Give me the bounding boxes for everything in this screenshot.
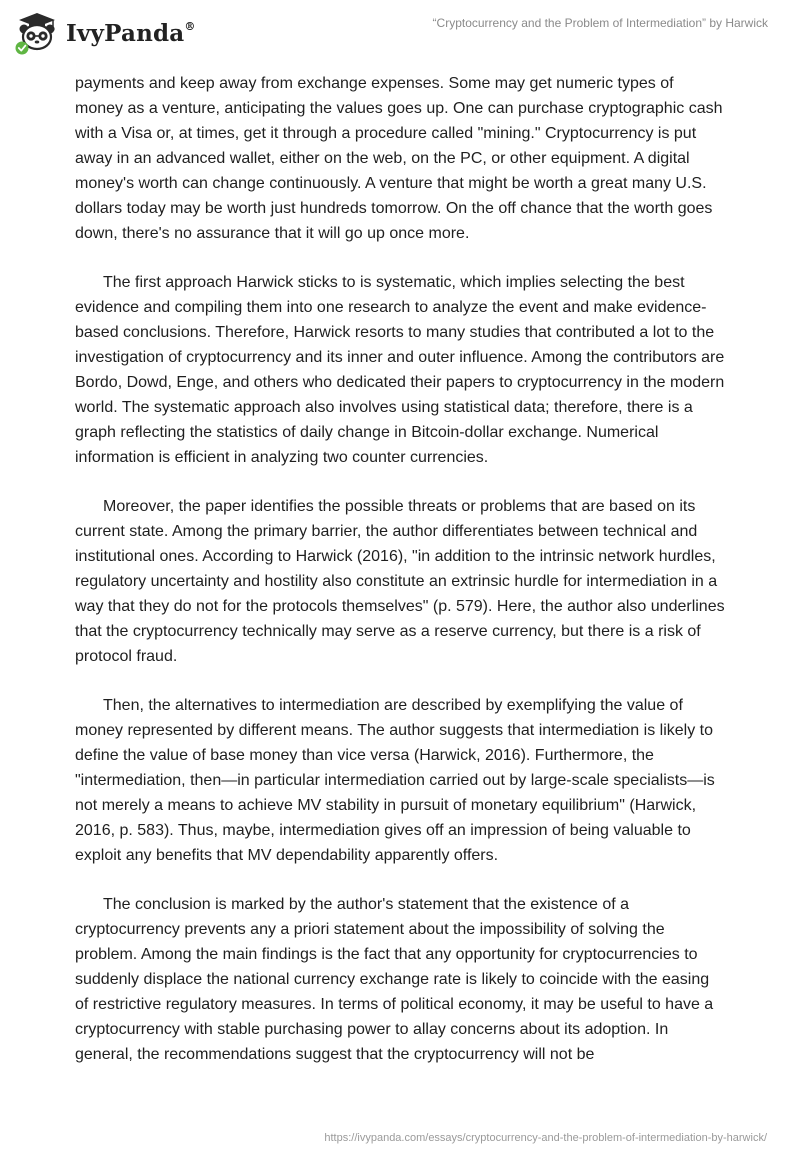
paragraph-continued: payments and keep away from exchange expenses. Some may get numeric types of money as a venture, anticipating the values goes up. One can purchase cryptographic cash with a Visa or, at times, get it through a procedure called "mining." Cryptocurrency is put away in an advanced wallet, either on the web, on the PC, or other equipment. A digital money's worth can change continuously. A venture that might be worth a great many U.S. dollars today may be worth just hundreds tomorrow. On the off chance that the worth goes down, there's no assurance that it will go up once more. (75, 75, 723, 242)
document-title: “Cryptocurrency and the Problem of Intermediation” by Harwick (432, 16, 768, 30)
paragraph: The conclusion is marked by the author's statement that the existence of a cryptocurrency prevents any a priori statement about the impossibility of solving the problem. Among the main findings is the fact that any opportunity for cryptocurrencies to suddenly displace the national currency exchange rate is likely to coincide with the easing of restrictive regulatory measures. In terms of political economy, it may be useful to have a cryptocurrency with stable purchasing power to allay concerns about its adoption. In general, the recommendations suggest that the cryptocurrency will not be (75, 896, 714, 1063)
paragraph: Moreover, the paper identifies the possible threats or problems that are based on its current state. Among the primary barrier, the author differentiates between technical and institutional ones. According to Harwick (2016), "in addition to the intrinsic network hurdles, regulatory uncertainty and hostility also constitute an extrinsic hurdle for intermediation in a way that they do not for the protocols themselves" (p. 579). Here, the author also underlines that the cryptocurrency technically may serve as a reserve currency, but there is a risk of protocol fraud. (75, 498, 725, 665)
panda-mascot-icon (14, 10, 60, 56)
essay-body (75, 71, 725, 1091)
source-url[interactable]: https://ivypanda.com/essays/cryptocurrency-and-the-problem-of-intermediation-by-harwick/ (324, 1132, 767, 1144)
brand-logo[interactable] (14, 8, 196, 58)
page-header (0, 0, 800, 64)
paragraph: The first approach Harwick sticks to is systematic, which implies selecting the best evidence and compiling them into one research to analyze the event and make evidence-based conclusions. Therefore, Harwick resorts to many studies that contributed a lot to the investigation of cryptocurrency and its inner and outer influence. Among the contributors are Bordo, Dowd, Enge, and others who dedicated their papers to cryptocurrency in the modern world. The systematic approach also involves using statistical data; therefore, there is a graph reflecting the statistics of daily change in Bitcoin-dollar exchange. Numerical information is efficient in analyzing two counter currencies. (75, 274, 725, 466)
brand-name: IvyPanda® (66, 19, 196, 47)
paragraph: Then, the alternatives to intermediation are described by exemplifying the value of money represented by different means. The author suggests that intermediation is likely to define the value of base money than vice versa (Harwick, 2016). Furthermore, the "intermediation, then—in particular intermediation carried out by large-scale specialists—is not merely a means to achieve MV stability in pursuit of monetary equilibrium" (Harwick, 2016, p. 583). Thus, maybe, intermediation gives off an impression of being valuable to exploit any benefits that MV dependability apparently offers. (75, 697, 715, 864)
registered-mark: ® (184, 19, 196, 33)
